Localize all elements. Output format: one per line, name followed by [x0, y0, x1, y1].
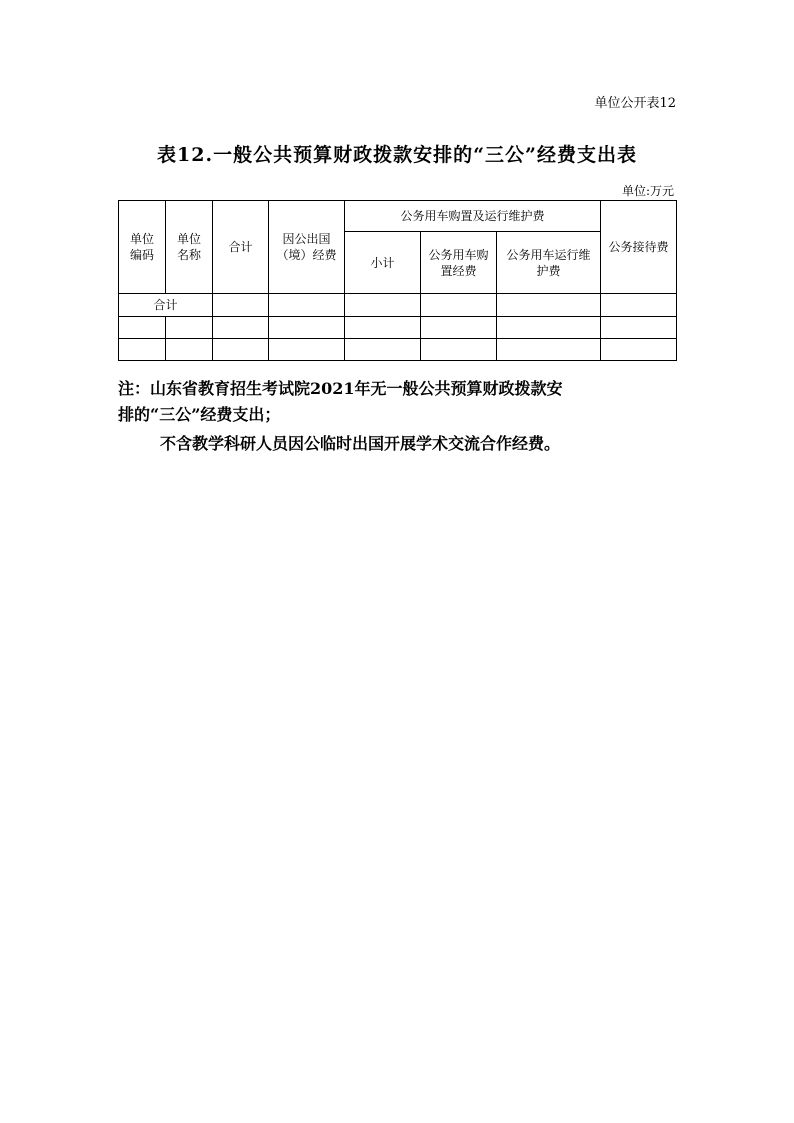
header-reception: 公务接待费 [601, 201, 677, 294]
header-unit-code: 单位编码 [119, 201, 166, 294]
table-cell [166, 339, 213, 361]
note-line-1: 注：山东省教育招生考试院2021年无一般公共预算财政拨款安 [118, 379, 563, 398]
table-cell [166, 317, 213, 339]
note-line-2: 排的“三公”经费支出； [118, 405, 281, 424]
unit-label: 单位:万元 [621, 184, 674, 198]
header-row-1 [119, 201, 677, 232]
table-cell [269, 317, 345, 339]
table-cell [119, 317, 166, 339]
table-cell [421, 317, 497, 339]
table-cell [601, 317, 677, 339]
note-line-3: 不含教学科研人员因公临时出国开展学术交流合作经费。 [160, 434, 561, 453]
total-row-label: 合计 [119, 294, 213, 317]
header-outbound-expenses: 因公出国（境）经费 [269, 201, 345, 294]
header-total: 合计 [213, 201, 269, 294]
table-cell [213, 294, 269, 317]
table-cell [269, 294, 345, 317]
header-subtotal: 小计 [345, 232, 421, 294]
table-cell [421, 294, 497, 317]
table-cell [497, 294, 601, 317]
table-cell [497, 339, 601, 361]
table-row [119, 339, 677, 361]
table-cell [345, 294, 421, 317]
table-cell [119, 339, 166, 361]
header-vehicle-purchase: 公务用车购置经费 [421, 232, 497, 294]
table-cell [269, 339, 345, 361]
page-title: 表12.一般公共预算财政拨款安排的“三公”经费支出表 [157, 144, 637, 166]
table-cell [345, 339, 421, 361]
budget-table [118, 200, 677, 361]
table-cell [421, 339, 497, 361]
table-cell [497, 317, 601, 339]
table-cell [213, 339, 269, 361]
table-cell [345, 317, 421, 339]
total-row [119, 294, 677, 317]
header-unit-name: 单位名称 [166, 201, 213, 294]
header-vehicle-operation: 公务用车运行维护费 [497, 232, 601, 294]
document-label: 单位公开表12 [594, 96, 676, 111]
table-cell [601, 294, 677, 317]
table-cell [213, 317, 269, 339]
table-cell [601, 339, 677, 361]
table-row [119, 317, 677, 339]
header-vehicle-group: 公务用车购置及运行维护费 [345, 201, 601, 232]
